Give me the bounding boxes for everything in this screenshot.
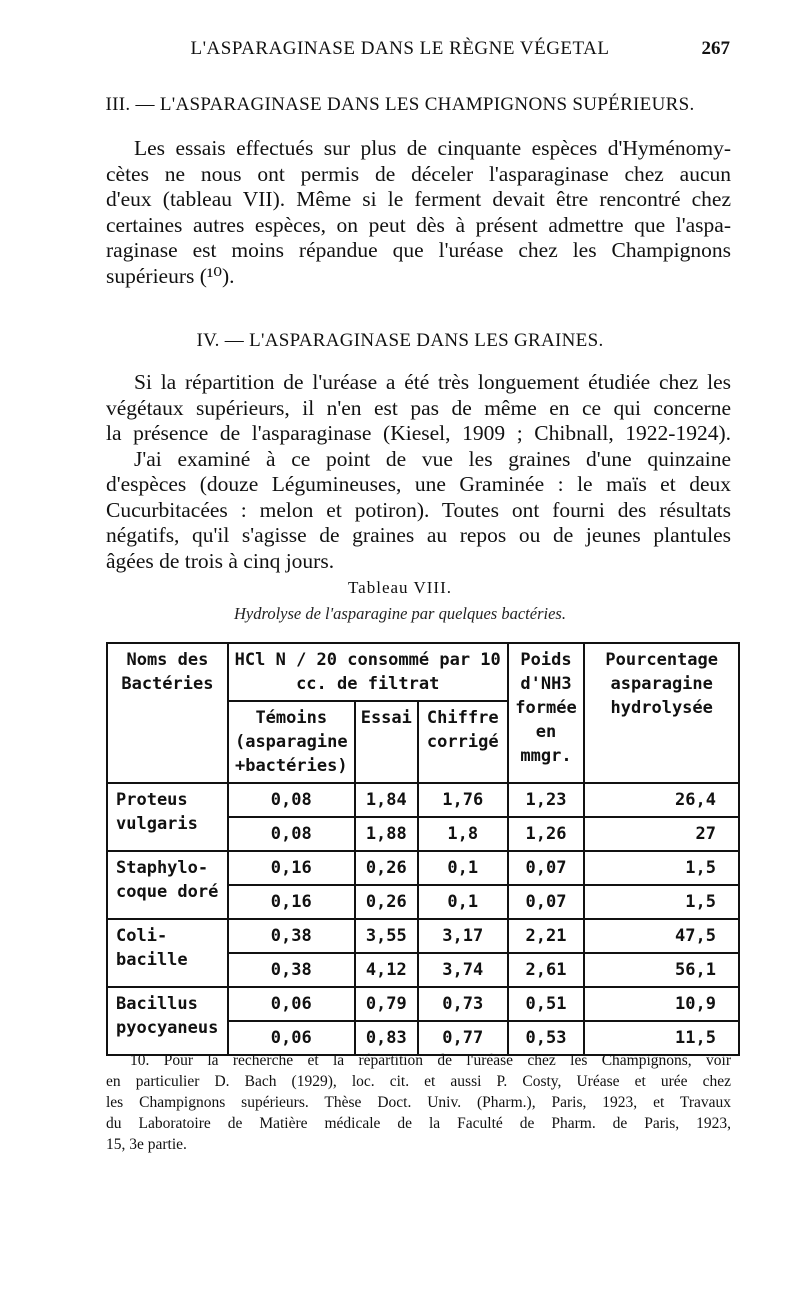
bacteria-name: Proteus vulgaris <box>107 783 228 851</box>
footnote <box>106 1050 731 1155</box>
text-line: Les essais effectués sur plus de cinquante espèces d'Hyménomy- <box>134 136 731 160</box>
pct-cell: 56,1 <box>584 953 739 987</box>
text-line: âgées de trois à cinq jours. <box>106 548 335 573</box>
chiffre-cell: 1,8 <box>418 817 508 851</box>
header-hcl: HCl N / 20 consommé par 10 cc. de filtrat <box>228 643 508 701</box>
page-number: 267 <box>701 38 730 59</box>
essai-cell: 0,83 <box>355 1021 418 1055</box>
table-row <box>107 919 739 953</box>
header-essai: Essai <box>355 701 418 783</box>
footnote-line: en particulier D. Bach (1929), loc. cit. et aussi P. Costy, Uréase et urée chez <box>106 1073 731 1090</box>
poids-cell: 0,07 <box>508 885 585 919</box>
footnote-line: les Champignons supérieurs. Thèse Doct. Univ. (Pharm.), Paris, 1923, et Travaux <box>106 1094 731 1111</box>
pct-cell: 1,5 <box>584 885 739 919</box>
header-noms: Noms des Bactéries <box>107 643 228 783</box>
text-line: Cucurbitacées : melon et potiron). Toutes ont fourni des résultats <box>106 497 731 522</box>
header-chiffre: Chiffre corrigé <box>418 701 508 783</box>
header-temoins: Témoins (asparagine +bactéries) <box>228 701 355 783</box>
pct-cell: 1,5 <box>584 851 739 885</box>
poids-cell: 2,61 <box>508 953 585 987</box>
table-title: Tableau VIII. <box>347 578 452 597</box>
section-4-paragraph <box>106 370 731 574</box>
text-line: certaines autres espèces, on peut dès à présent admettre que l'aspa- <box>106 212 731 237</box>
chiffre-cell: 3,74 <box>418 953 508 987</box>
poids-cell: 0,07 <box>508 851 585 885</box>
text-line: J'ai examiné à ce point de vue les graines d'une quinzaine <box>134 446 731 471</box>
text-line: d'espèces (douze Légumineuses, une Graminée : le maïs et deux <box>106 472 731 496</box>
pct-cell: 47,5 <box>584 919 739 953</box>
pct-cell: 27 <box>584 817 739 851</box>
essai-cell: 0,79 <box>355 987 418 1021</box>
temoins-cell: 0,08 <box>228 817 355 851</box>
essai-cell: 0,26 <box>355 885 418 919</box>
table-row <box>107 987 739 1021</box>
running-title: L'ASPARAGINASE DANS LE RÈGNE VÉGETAL <box>190 38 610 59</box>
poids-cell: 1,26 <box>508 817 585 851</box>
poids-cell: 1,23 <box>508 783 585 817</box>
temoins-cell: 0,06 <box>228 987 355 1021</box>
header-pourcentage: Pourcentage asparagine hydrolysée <box>584 643 739 783</box>
pct-cell: 11,5 <box>584 1021 739 1055</box>
temoins-cell: 0,08 <box>228 783 355 817</box>
poids-cell: 0,51 <box>508 987 585 1021</box>
essai-cell: 3,55 <box>355 919 418 953</box>
pct-cell: 10,9 <box>584 987 739 1021</box>
text-line: la présence de l'asparaginase (Kiesel, 1909 ; Chibnall, 1922-1924). <box>106 421 731 445</box>
table-caption: Hydrolyse de l'asparagine par quelques bactéries. <box>234 604 566 623</box>
temoins-cell: 0,38 <box>228 919 355 953</box>
footnote-line: du Laboratoire de Matière médicale de la Faculté de Pharm. de Paris, 1923, <box>106 1115 731 1132</box>
essai-cell: 0,26 <box>355 851 418 885</box>
chiffre-cell: 0,1 <box>418 885 508 919</box>
chiffre-cell: 1,76 <box>418 783 508 817</box>
text-line: cètes ne nous ont permis de déceler l'asparaginase chez aucun <box>106 161 731 186</box>
essai-cell: 1,84 <box>355 783 418 817</box>
text-line: végétaux supérieurs, il n'en est pas de même en ce qui concerne <box>106 395 731 420</box>
text-line: supérieurs (¹⁰). <box>106 263 235 288</box>
chiffre-cell: 0,1 <box>418 851 508 885</box>
text-line: raginase est moins répandue que l'uréase chez les Champignons <box>106 238 731 262</box>
pct-cell: 26,4 <box>584 783 739 817</box>
header-poids: Poids d'NH3 formée en mmgr. <box>508 643 585 783</box>
text-line: Si la répartition de l'uréase a été très longuement étudiée chez les <box>134 370 731 394</box>
bacteria-name: Staphylo- coque doré <box>107 851 228 919</box>
poids-cell: 0,53 <box>508 1021 585 1055</box>
table-row <box>107 783 739 817</box>
section-heading-3: III. — L'ASPARAGINASE DANS LES CHAMPIGNONS SUPÉRIEURS. <box>105 94 695 115</box>
section-heading-4: IV. — L'ASPARAGINASE DANS LES GRAINES. <box>196 330 604 351</box>
temoins-cell: 0,38 <box>228 953 355 987</box>
chiffre-cell: 0,73 <box>418 987 508 1021</box>
footnote-line: 10. Pour la recherche et la répartition de l'uréase chez les Champignons, voir <box>130 1052 731 1069</box>
temoins-cell: 0,16 <box>228 851 355 885</box>
temoins-cell: 0,06 <box>228 1021 355 1055</box>
bacteria-table <box>106 642 740 1056</box>
text-line: négatifs, qu'il s'agisse de graines au repos ou de jeunes plantules <box>106 523 731 547</box>
footnote-line: 15, 3e partie. <box>106 1136 187 1153</box>
section-3-paragraph <box>106 136 731 289</box>
essai-cell: 1,88 <box>355 817 418 851</box>
bacteria-name: Coli- bacille <box>107 919 228 987</box>
essai-cell: 4,12 <box>355 953 418 987</box>
text-line: d'eux (tableau VII). Même si le ferment devait être rencontré chez <box>106 187 731 211</box>
running-head <box>0 38 800 68</box>
chiffre-cell: 3,17 <box>418 919 508 953</box>
table-row <box>107 851 739 885</box>
chiffre-cell: 0,77 <box>418 1021 508 1055</box>
temoins-cell: 0,16 <box>228 885 355 919</box>
poids-cell: 2,21 <box>508 919 585 953</box>
bacteria-name: Bacillus pyocyaneus <box>107 987 228 1055</box>
